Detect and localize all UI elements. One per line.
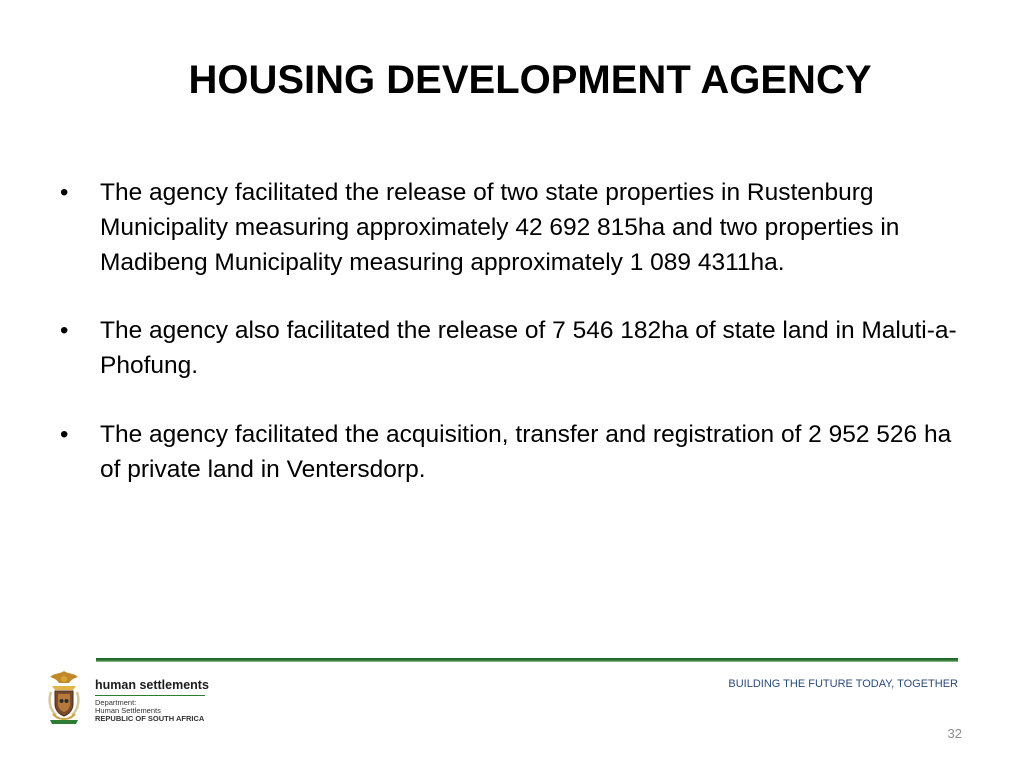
bullet-text: The agency facilitated the acquisition, transfer and registration of 2 952 526 ha of private land in Ventersdorp. bbox=[100, 421, 952, 483]
country-name: REPUBLIC OF SOUTH AFRICA bbox=[95, 714, 205, 723]
bullet-list bbox=[56, 175, 961, 520]
bullet-text: The agency also facilitated the release of 7 546 182ha of state land in Maluti-a-Phofung. bbox=[100, 317, 957, 379]
bullet-marker: • bbox=[60, 179, 69, 206]
department-label: Department: bbox=[95, 698, 137, 707]
bullet-item bbox=[56, 417, 961, 487]
footer-divider bbox=[96, 658, 958, 662]
bullet-item bbox=[56, 313, 961, 383]
department-subname: Human Settlements bbox=[95, 706, 161, 715]
bullet-item bbox=[56, 175, 961, 280]
slide-title: HOUSING DEVELOPMENT AGENCY bbox=[188, 58, 872, 102]
bullet-marker: • bbox=[60, 317, 69, 344]
page-number: 32 bbox=[947, 726, 962, 741]
bullet-marker: • bbox=[60, 421, 69, 448]
bullet-text: The agency facilitated the release of two state properties in Rustenburg Municipality measuring approximately 42 692 815ha and two properties in Madibeng Municipality measuring approximately 1 089 4311ha. bbox=[100, 179, 900, 276]
footer-tagline: BUILDING THE FUTURE TODAY, TOGETHER bbox=[728, 678, 958, 690]
department-name: human settlements bbox=[95, 678, 209, 692]
coat-of-arms-icon bbox=[42, 668, 86, 726]
department-name-underline bbox=[95, 695, 205, 696]
department-logo bbox=[42, 668, 222, 728]
